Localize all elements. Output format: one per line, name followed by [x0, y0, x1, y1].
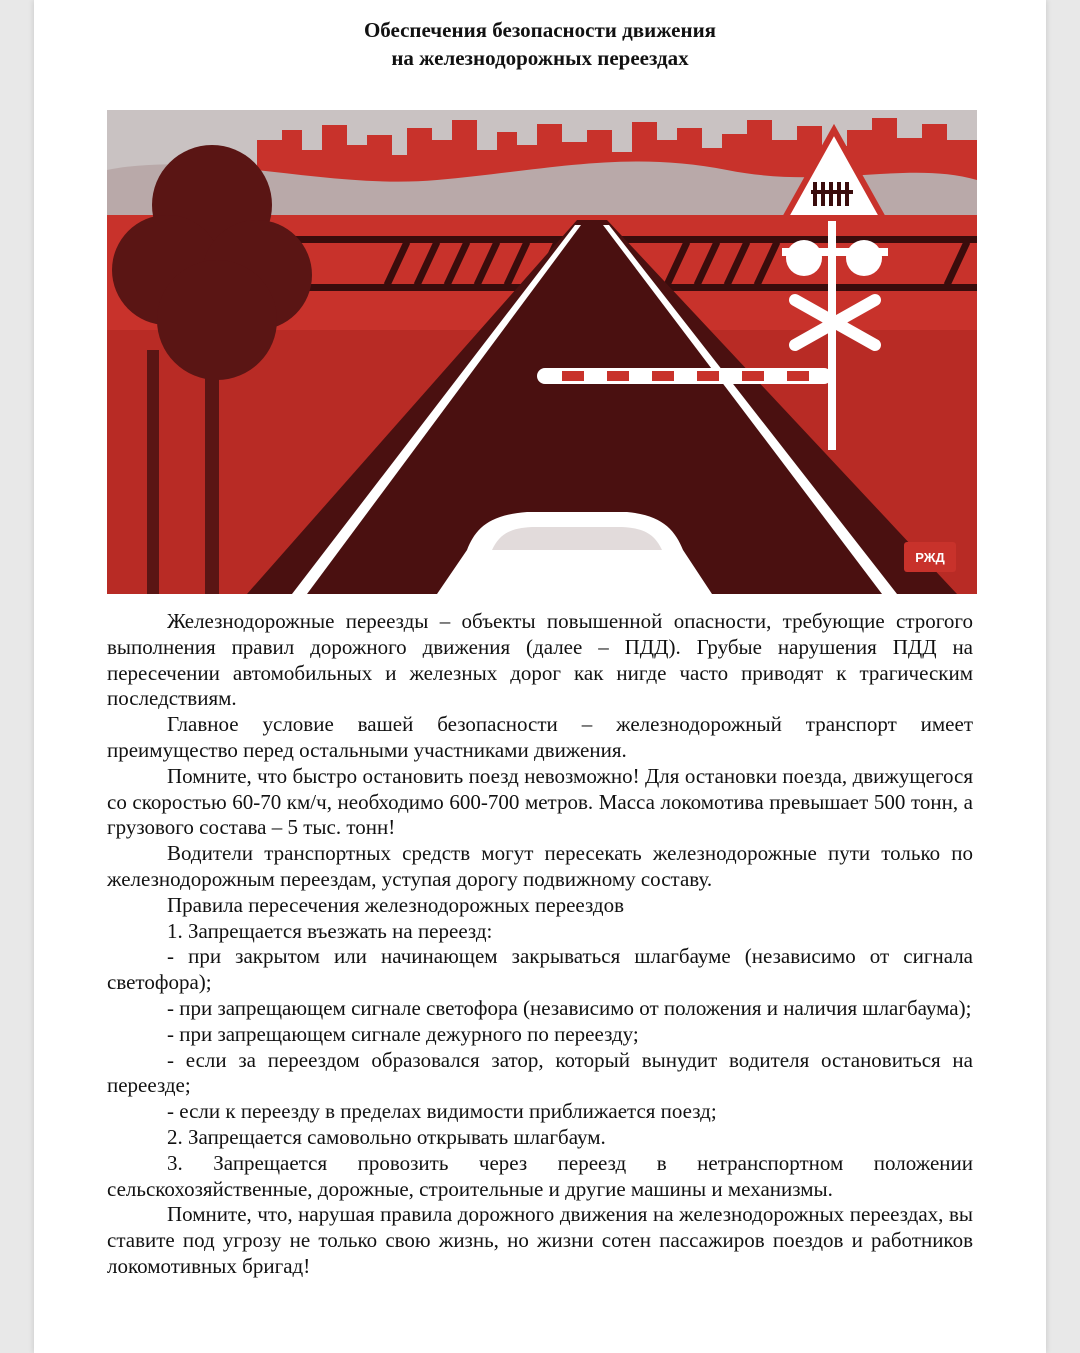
rule-1-item-attendant: - при запрещающем сигнале дежурного по переезду; [167, 1021, 639, 1046]
document-title [34, 16, 1046, 72]
rule-1: 1. Запрещается въезжать на переезд: [167, 918, 493, 943]
rule-1-item-traffic-light: - при запрещающем сигнале светофора (независимо от положения и наличия шлагбаума); [167, 995, 972, 1020]
rule-3: 3. Запрещается провозить через переезд в нетранспортном положении сельскохозяйственные, дорожные, строительные и другие машины и механизмы. [107, 1150, 973, 1201]
document-body [107, 609, 973, 1280]
title-line-2: на железнодорожных переездах [391, 46, 689, 70]
paragraph-intro: Железнодорожные переезды – объекты повышенной опасности, требующие строгого выполнения правил дорожного движения (далее – ПДД). Грубые нарушения ПДД на пересечении автомобильных и железных дорог как нигде часто приводят к трагическим последствиям. [107, 609, 973, 711]
car-windshield [492, 527, 662, 550]
rule-1-item-congestion: - если за переездом образовался затор, который вынудит водителя остановиться на переезде; [107, 1047, 973, 1098]
rule-1-item-train: - если к переезду в пределах видимости приближается поезд; [167, 1099, 717, 1124]
rule-1-item-barrier: - при закрытом или начинающем закрываться шлагбауме (независимо от сигнала светофора); [107, 944, 973, 995]
rzd-logo-text: РЖД [915, 550, 945, 565]
paragraph-main-condition: Главное условие вашей безопасности – железнодорожный транспорт имеет преимущество перед остальными участниками движения. [107, 712, 973, 762]
paragraph-closing: Помните, что, нарушая правила дорожного движения на железнодорожных переездах, вы ставите под угрозу не только свою жизнь, но жизни сотен пассажиров поездов и работников локомотивных бригад! [107, 1202, 973, 1278]
paragraph-train-stopping: Помните, что быстро остановить поезд невозможно! Для остановки поезда, движущегося со скоростью 60-70 км/ч, необходимо 600-700 метров. Масса локомотива превышает 500 тонн, а грузового состава – 5 тыс. тонн! [107, 763, 973, 840]
title-line-1: Обеспечения безопасности движения [363, 18, 717, 42]
document-page [34, 0, 1046, 1353]
paragraph-rules-heading: Правила пересечения железнодорожных переездов [167, 892, 625, 917]
signal-light-left [786, 240, 822, 276]
paragraph-drivers: Водители транспортных средств могут пересекать железнодорожные пути только по железнодорожным переездам, уступая дорогу подвижному составу. [107, 841, 973, 891]
railway-crossing-illustration [107, 110, 977, 594]
signal-light-right [846, 240, 882, 276]
rule-2: 2. Запрещается самовольно открывать шлагбаум. [167, 1124, 606, 1149]
